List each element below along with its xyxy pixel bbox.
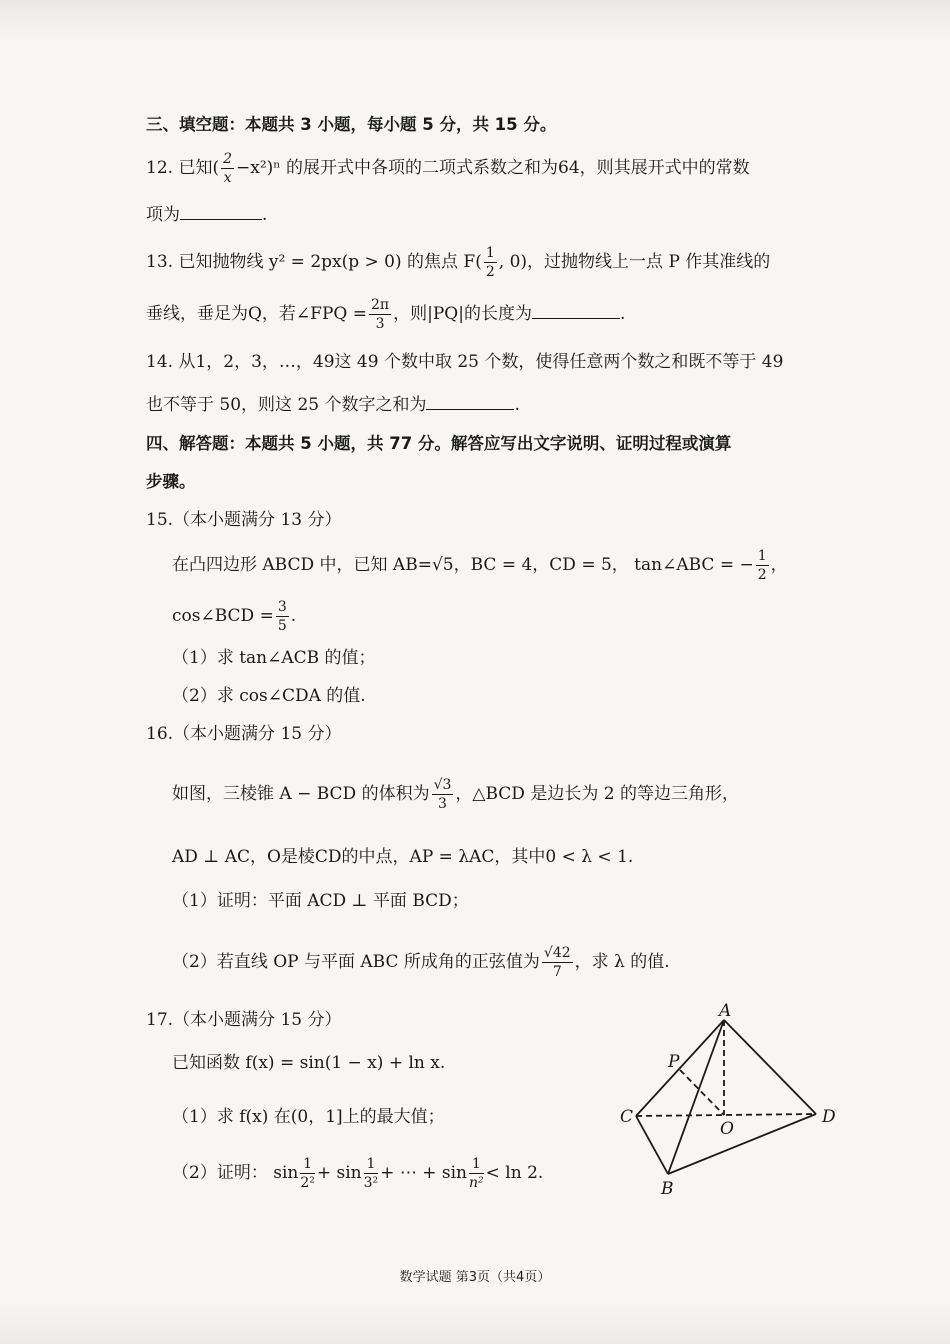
edge-cb — [636, 1116, 668, 1174]
question-14-line-2: 也不等于 50，则这 25 个数字之和为 . — [146, 395, 520, 415]
label-o: O — [720, 1119, 734, 1139]
question-15-line-2: cos∠BCD = $\frac{3}{5}$ . — [172, 599, 297, 634]
question-16-part-1: （1）证明：平面 ACD ⊥ 平面 BCD； — [172, 891, 469, 911]
section-4-heading: 四、解答题：本题共 5 小题，共 77 分。解答应写出文字说明、证明过程或演算 — [146, 434, 732, 453]
fraction: $\frac{2\pi}{3}$ — [371, 297, 390, 332]
question-17-part-1: （1）求 f(x) 在(0，1]上的最大值； — [172, 1107, 445, 1127]
question-16-line-2: AD ⊥ AC，O是棱CD的中点，AP = λAC，其中0 < λ < 1. — [172, 847, 634, 867]
fraction: $\frac{1}{2}$ — [757, 548, 767, 583]
question-14-line-1: 14. 从1，2，3，…，49这 49 个数中取 25 个数，使得任意两个数之和既不等于 49 — [146, 352, 784, 372]
question-12-line-2: 项为 . — [146, 205, 268, 225]
label-a: A — [719, 1002, 732, 1021]
fraction: $\frac{1}{\text{2²}}$ — [300, 1156, 315, 1191]
answer-blank — [532, 302, 620, 319]
fraction: $\frac{2}{x}$ — [223, 151, 232, 186]
edge-ab — [668, 1020, 724, 1174]
question-15-heading: 15.（本小题满分 13 分） — [146, 510, 342, 530]
question-13-line-1: 13. 已知抛物线 y² = 2px(p > 0) 的焦点 F( $\frac{1}{2}$ , 0)，过抛物线上一点 P 作其准线的 — [146, 245, 771, 280]
label-p: P — [668, 1052, 680, 1072]
answer-blank — [180, 203, 262, 220]
question-17-heading: 17.（本小题满分 15 分） — [146, 1010, 342, 1030]
section-3-heading: 三、填空题：本题共 3 小题，每小题 5 分，共 15 分。 — [146, 115, 557, 134]
edge-cd — [636, 1114, 816, 1116]
question-17-line-1: 已知函数 f(x) = sin(1 − x) + ln x. — [172, 1053, 446, 1073]
fraction: $\frac{√3}{3}$ — [433, 777, 452, 812]
question-15-line-1: 在凸四边形 ABCD 中，已知 AB=√5，BC = 4，CD = 5， tan∠ABC = − $\frac{1}{2}$ ， — [172, 548, 788, 583]
fraction: $\frac{1}{\text{3²}}$ — [363, 1156, 379, 1191]
question-13-line-2: 垂线，垂足为Q，若∠FPQ = $\frac{2\pi}{3}$ ，则|PQ|的长度为 . — [146, 297, 626, 332]
fraction: $\frac{3}{5}$ — [277, 599, 287, 634]
answer-blank — [426, 393, 514, 410]
label-c: C — [620, 1107, 634, 1127]
question-16-line-1: 如图，三棱锥 A − BCD 的体积为 $\frac{√3}{3}$ ，△BCD 是边长为 2 的等边三角形， — [172, 777, 739, 812]
fraction: $\frac{√42}{7}$ — [543, 945, 571, 980]
segment-po — [680, 1070, 724, 1115]
edge-bd — [668, 1114, 816, 1174]
question-15-part-2: （2）求 cos∠CDA 的值. — [172, 686, 366, 706]
question-16-heading: 16.（本小题满分 15 分） — [146, 724, 342, 744]
label-b: B — [661, 1179, 674, 1199]
section-4-heading-cont: 步骤。 — [146, 472, 196, 491]
pyramid-figure — [600, 1002, 850, 1202]
question-16-part-2: （2）若直线 OP 与平面 ABC 所成角的正弦值为 $\frac{√42}{7}$ ，求 λ 的值. — [172, 945, 670, 980]
question-12-line-1: 12. 已知( $\frac{2}{x}$ −x²)ⁿ 的展开式中各项的二项式系数之和为64，则其展开式中的常数 — [146, 151, 750, 186]
question-15-part-1: （1）求 tan∠ACB 的值； — [172, 648, 376, 668]
fraction: $\frac{1}{\text{n²}}$ — [468, 1156, 484, 1191]
question-17-part-2: （2）证明： sin $\frac{1}{\text{2²}}$ + sin $\frac{1}{\text{3²}}$ + ⋯ + sin $\frac{1}{\text{n²}}$ < ln 2. — [172, 1156, 544, 1191]
page-footer: 数学试题 第3页（共4页） — [399, 1270, 551, 1285]
label-d: D — [822, 1107, 836, 1127]
edge-ad — [724, 1020, 816, 1114]
fraction: $\frac{1}{2}$ — [485, 245, 495, 280]
